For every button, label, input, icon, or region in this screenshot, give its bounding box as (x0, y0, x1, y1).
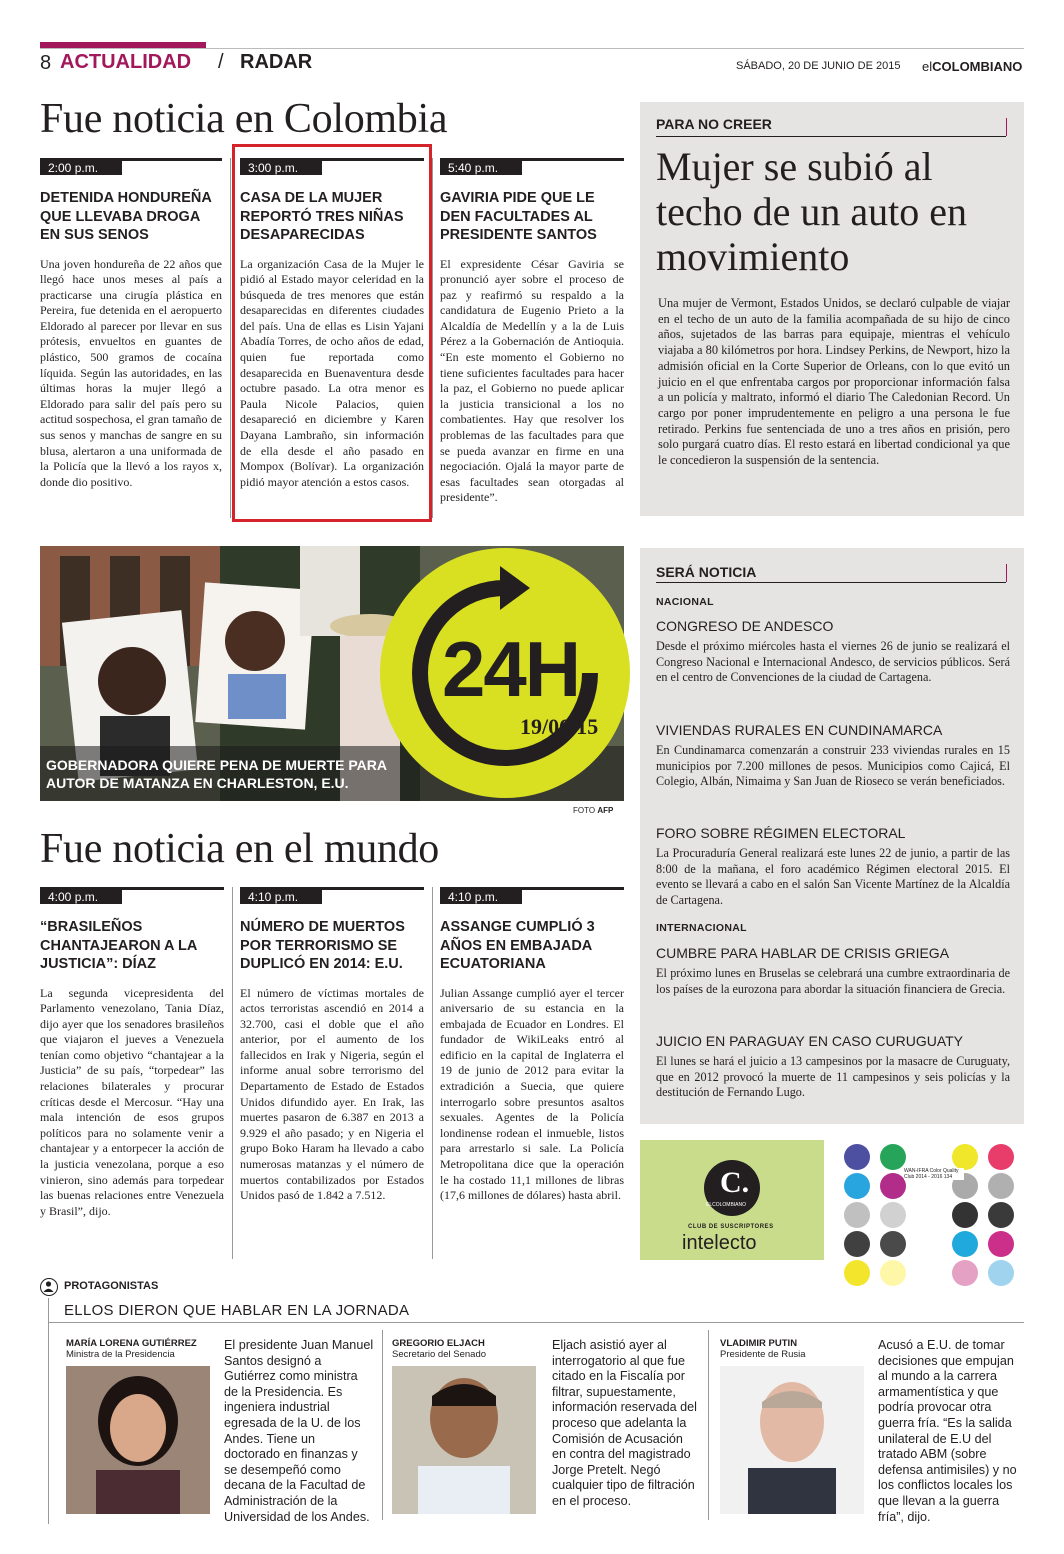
column-divider (230, 158, 231, 518)
credit-source: AFP (597, 806, 614, 815)
color-swatch (844, 1144, 870, 1170)
story-body: El expresidente César Gaviria se pronunció ayer sobre el proceso de paz y reafirmó su respaldo a la candidatura de Eugenio Prieto a la Alcaldía de Medellín y a la de Luis Pérez a la Gobernación de Antioquia. “En este momento el Gobierno no tiene suficientes facultades para hacer la paz, el Gobierno no puede aplicar la justicia transicional a los no combatientes. Hay que resolver los problemas de las facultades para que se pueda avanzar en firme en una negociación. Ojalá la mayor parte de esas facultades sean otorgadas al presidente”. (440, 256, 624, 505)
story-time: 3:00 p.m. (240, 161, 322, 175)
event-body: El próximo lunes en Bruselas se celebrará una cumbre extraordinaria de los países de la eurozona para abordar la situación financiera de Grecia. (656, 966, 1010, 996)
person-role: Presidente de Rusia (720, 1349, 806, 1360)
person-text: El presidente Juan Manuel Santos designó a Gutiérrez como ministra de la Presidencia. Es ingeniera industrial egresada de la U. de los Andes. Tiene un doctorado en finanzas y se desempeñó como decana de la Facultad de Administración de la Universidad de los Andes. (224, 1338, 374, 1524)
ad-logo-letter: C. (720, 1166, 750, 1199)
color-swatch (952, 1144, 978, 1170)
person-text: Acusó a E.U. de tomar decisiones que empujan al mundo a la carrera armamentística y que podría provocar otra guerra fría. “Es la salida unilateral de E.U del tratado ABM (sobre defensa antimisiles) y no los conflictos locales los que llevan a la guerra fría”, dijo. (878, 1338, 1017, 1524)
column-divider (432, 887, 433, 1259)
brand-prefix: el (922, 59, 933, 74)
color-swatch (880, 1260, 906, 1286)
story-headline: ASSANGE CUMPLIÓ 3 AÑOS EN EMBAJADA ECUATORIANA (440, 919, 595, 972)
color-swatch (988, 1231, 1014, 1257)
mundo-story-3 (440, 887, 624, 1204)
para-no-creer-panel (640, 102, 1024, 516)
story-headline: CASA DE LA MUJER REPORTÓ TRES NIÑAS DESAPARECIDAS (240, 190, 404, 243)
person-glyph (41, 1279, 56, 1294)
event-body: Desde el próximo miércoles hasta el viernes 26 de junio se realizará el Congreso Nacional e Internacional Andesco, de servicios públicos. Será en el centro de Convenciones de la ciudad de Cartagena. (656, 639, 1010, 684)
person-icon (40, 1278, 58, 1296)
event-body: El lunes se hará el juicio a 13 campesinos por la masacre de Curuguaty, que en 2012 provocó la muerte de 11 campesinos y seis policías y la destitución de Fernando Lugo. (656, 1054, 1010, 1099)
portrait-illustration (720, 1366, 864, 1514)
person-name: MARÍA LORENA GUTIÉRREZ (66, 1338, 197, 1349)
mundo-story-2 (240, 887, 424, 1204)
event-headline: CUMBRE PARA HABLAR DE CRISIS GRIEGA (656, 945, 950, 961)
column-divider (708, 1330, 709, 1520)
section-separator: / (218, 51, 224, 73)
header-rule (40, 48, 1024, 49)
panel-label: PARA NO CREER (656, 116, 772, 132)
person-name: VLADIMIR PUTIN (720, 1338, 798, 1349)
colombia-title: Fue noticia en Colombia (40, 96, 448, 142)
panel-accent (1006, 564, 1007, 582)
page-number: 8 (40, 52, 52, 74)
logo-date: 19/06/15 (520, 714, 599, 739)
story-time: 4:10 p.m. (440, 890, 522, 904)
ad-club-name: intelecto (682, 1232, 757, 1254)
nacional-label: NACIONAL (656, 596, 714, 608)
color-swatch (844, 1173, 870, 1199)
color-swatch (844, 1231, 870, 1257)
story-time: 4:00 p.m. (40, 890, 122, 904)
story-time: 5:40 p.m. (440, 161, 522, 175)
ad-club-line: CLUB DE SUSCRIPTORES (688, 1224, 774, 1230)
story-body: Una joven hondureña de 22 años que llegó hace unos meses al país a practicarse una cirugía plástica en Pereira, fue detenida en el aeropuerto Eldorado al parecer por llevar en sus prótesis, envueltos en guantes de plástico, 500 gramos de cocaína líquida. Según las autoridades, en las últimas horas la mujer llegó a Eldorado para salir del país pero su actitud sospechosa, el gran tamaño de sus senos y manchas de sangre en su blusa, alertaron a una uniformada de la Policía que la llevó a los rayos x, donde dio positivo. (40, 256, 222, 489)
story-body: Julian Assange cumplió ayer el tercer aniversario de su estancia en la embajada de Ecuador en Londres. El fundador de WikiLeaks entró al edificio en la capital de Inglaterra el 19 de junio de 2012 para evitar la extradición a Suecia, que quiere interrogarlo sobre presuntos asaltos sexuales. Agentes de la Policía londinense rodean el inmueble, listos para arrestarlo si sale. La Policía Metropolitana dice que la operación le ha costado 11,1 millones de libras (17,6 millones de dólares) hasta abril. (440, 985, 624, 1203)
event-headline: JUICIO EN PARAGUAY EN CASO CURUGUATY (656, 1033, 964, 1049)
story-headline: “BRASILEÑOS CHANTAJEARON A LA JUSTICIA”: DÍAZ (40, 919, 197, 972)
event-headline: VIVIENDAS RURALES EN CUNDINAMARCA (656, 722, 943, 738)
sera-noticia-panel (640, 548, 1024, 1124)
color-swatch (988, 1260, 1014, 1286)
panel-label: SERÁ NOTICIA (656, 564, 757, 580)
color-swatch (952, 1202, 978, 1228)
color-swatch (952, 1231, 978, 1257)
story-time: 2:00 p.m. (40, 161, 122, 175)
color-swatch (880, 1144, 906, 1170)
protagonistas-vertical-rule (48, 1298, 49, 1524)
newspaper-brand (922, 59, 1022, 74)
person-role: Ministra de la Presidencia (66, 1349, 175, 1360)
color-swatch (844, 1260, 870, 1286)
photo-caption: GOBERNADORA QUIERE PENA DE MUERTE PARA AUTOR DE MATANZA EN CHARLESTON, E.U. (46, 757, 387, 791)
colombia-story-2 (240, 158, 424, 490)
event-body: La Procuraduría General realizará este lunes 22 de junio, a partir de las 8:00 de la mañana, el foro académico Régimen electoral 2015. El evento se llevará a cabo en el salón San Vicente Martínez de la Alcaldía de Cartagena. (656, 846, 1010, 907)
logo-24h: 24H (442, 625, 580, 713)
story-body: La segunda vicepresidenta del Parlamento venezolano, Tania Díaz, dijo ayer que los senadores brasileños que viajaron el jueves a Venezuela tenían como objetivo “chantajear a la Justicia” de su país, “torpedear” las relaciones bilaterales y procurar críticas desde el Mercosur. “Hay una mala intención de esos grupos políticos para no solamente venir a chantajear y a entorpecer la acción de la justicia venezolana, porque a eso vinieron, sino además para torpedear las buenas relaciones entre Venezuela y Brasil”, dijo. (40, 985, 224, 1218)
mundo-title: Fue noticia en el mundo (40, 826, 440, 872)
subsection-name: RADAR (240, 51, 313, 73)
color-swatch (988, 1202, 1014, 1228)
person-role: Secretario del Senado (392, 1349, 487, 1360)
color-quality-label: WAN-IFRA Color Quality Club 2014 - 2016 134 (904, 1168, 964, 1180)
protagonistas-label: PROTAGONISTAS (64, 1280, 159, 1292)
column-divider (382, 1330, 383, 1520)
story-headline: DETENIDA HONDUREÑA QUE LLEVABA DROGA EN SUS SENOS (40, 190, 212, 243)
protagonistas-rule (48, 1322, 1024, 1323)
column-divider (432, 158, 433, 518)
colombia-story-1 (40, 158, 222, 490)
mundo-story-1 (40, 887, 224, 1219)
color-quality-chart (844, 1140, 1024, 1260)
color-swatch (952, 1260, 978, 1286)
internacional-label: INTERNACIONAL (656, 922, 747, 934)
issue-date: SÁBADO, 20 DE JUNIO DE 2015 (736, 60, 901, 72)
panel-accent (1006, 118, 1007, 136)
person-name: GREGORIO ELJACH (392, 1338, 485, 1349)
story-headline: NÚMERO DE MUERTOS POR TERRORISMO SE DUPLICÓ EN 2014: E.U. (240, 919, 405, 972)
story-time: 4:10 p.m. (240, 890, 322, 904)
column-divider (232, 887, 233, 1259)
event-headline: CONGRESO DE ANDESCO (656, 618, 834, 634)
portrait-illustration (392, 1366, 536, 1514)
person-portrait (392, 1366, 536, 1514)
panel-body: Una mujer de Vermont, Estados Unidos, se declaró culpable de viajar en el techo de un auto de la familia acompañada de su hijo de cinco años, sujetados de las barras para equipaje, mientras el vehículo viajaba a 80 kilómetros por hora. Lindsey Perkins, de Newport, hizo la admisión oficial en la Corte Superior de Orleans, con lo que evitó un juicio en el que enfrentaba cargos por proporcionar información falsa a un policía y maltrato, informó el diario The Caledonian Record. Un cargo por poner imprudentemente en peligro a una persona le fue retirado. Perkins fue sentenciada de uno a tres años en prisión, pero solo purgará cuatro días. El resto estará en libertad condicional ya que le concedieron la suspensión de la sentencia. (658, 296, 1010, 468)
color-swatch (988, 1144, 1014, 1170)
color-swatch (988, 1173, 1014, 1199)
person-text: Eljach asistió ayer al interrogatorio al que fue citado en la Fiscalía por filtrar, supuestamente, información reservada del proceso que adelanta la Comisión de Acusación en contra del magistrado Jorge Pretelt. Negó cualquier tipo de filtración en el proceso. (552, 1338, 697, 1508)
color-swatch (844, 1202, 870, 1228)
event-headline: FORO SOBRE RÉGIMEN ELECTORAL (656, 825, 906, 841)
24h-logo (380, 548, 630, 798)
story-headline: GAVIRIA PIDE QUE LE DEN FACULTADES AL PRESIDENTE SANTOS (440, 190, 597, 243)
colombia-story-3 (440, 158, 624, 506)
color-swatch (880, 1173, 906, 1199)
section-name: ACTUALIDAD (60, 51, 192, 73)
person-portrait (66, 1366, 210, 1514)
portrait-illustration (66, 1366, 210, 1514)
color-swatch (880, 1231, 906, 1257)
color-swatch (880, 1202, 906, 1228)
panel-rule (656, 582, 1006, 583)
credit-prefix: FOTO (573, 806, 596, 815)
protagonistas-subtitle: ELLOS DIERON QUE HABLAR EN LA JORNADA (64, 1302, 410, 1319)
story-body: La organización Casa de la Mujer le pidió al Estado mayor celeridad en la búsqueda de tres menores que están desaparecidas en diferentes ciudades del país. Una de ellas es Lisin Yajani Abadía Torres, de ocho años de edad, quien fue reportada como desaparecida en Buenaventura desde octubre pasado. La otra menor es Paula Nicole Palacios, quien desapareció en diciembre y Karen Dayana Lambraño, sin información de ella desde el año pasado en Mompox (Bolívar). La organización pidió mayor atención a estos casos. (240, 256, 424, 489)
photo-credit (573, 806, 613, 815)
brand-name: COLOMBIANO (932, 59, 1023, 74)
event-body: En Cundinamarca comenzarán a construir 233 viviendas rurales en 15 municipios por 7.200 millones de pesos. Municipios como Cajicá, El Colegio, Albán, Nimaima y San Juan de Rioseco se verán beneficiados. (656, 743, 1010, 788)
ad-logo-small: ELCOLOMBIANO (706, 1202, 747, 1208)
person-portrait (720, 1366, 864, 1514)
story-body: El número de víctimas mortales de actos terroristas ascendió en 2014 a 32.700, casi el doble que el año anterior, por el aumento de los fallecidos en Irak y Nigeria, según el informe anual sobre terrorismo del Departamento de Estado de Estados Unidos difundido ayer. En Irak, las muertes pasaron de 6.387 en 2013 a 9.929 el año pasado; y en Nigeria el grupo Boko Haram ha llevado a cabo numerosas matanzas y el número de muertos contabilizados por Estados Unidos pasó de 1.842 a 7.512. (240, 985, 424, 1203)
advertisement[interactable] (640, 1140, 1024, 1260)
panel-headline: Mujer se subió al techo de un auto en movimiento (656, 144, 967, 279)
panel-rule (656, 136, 1006, 137)
